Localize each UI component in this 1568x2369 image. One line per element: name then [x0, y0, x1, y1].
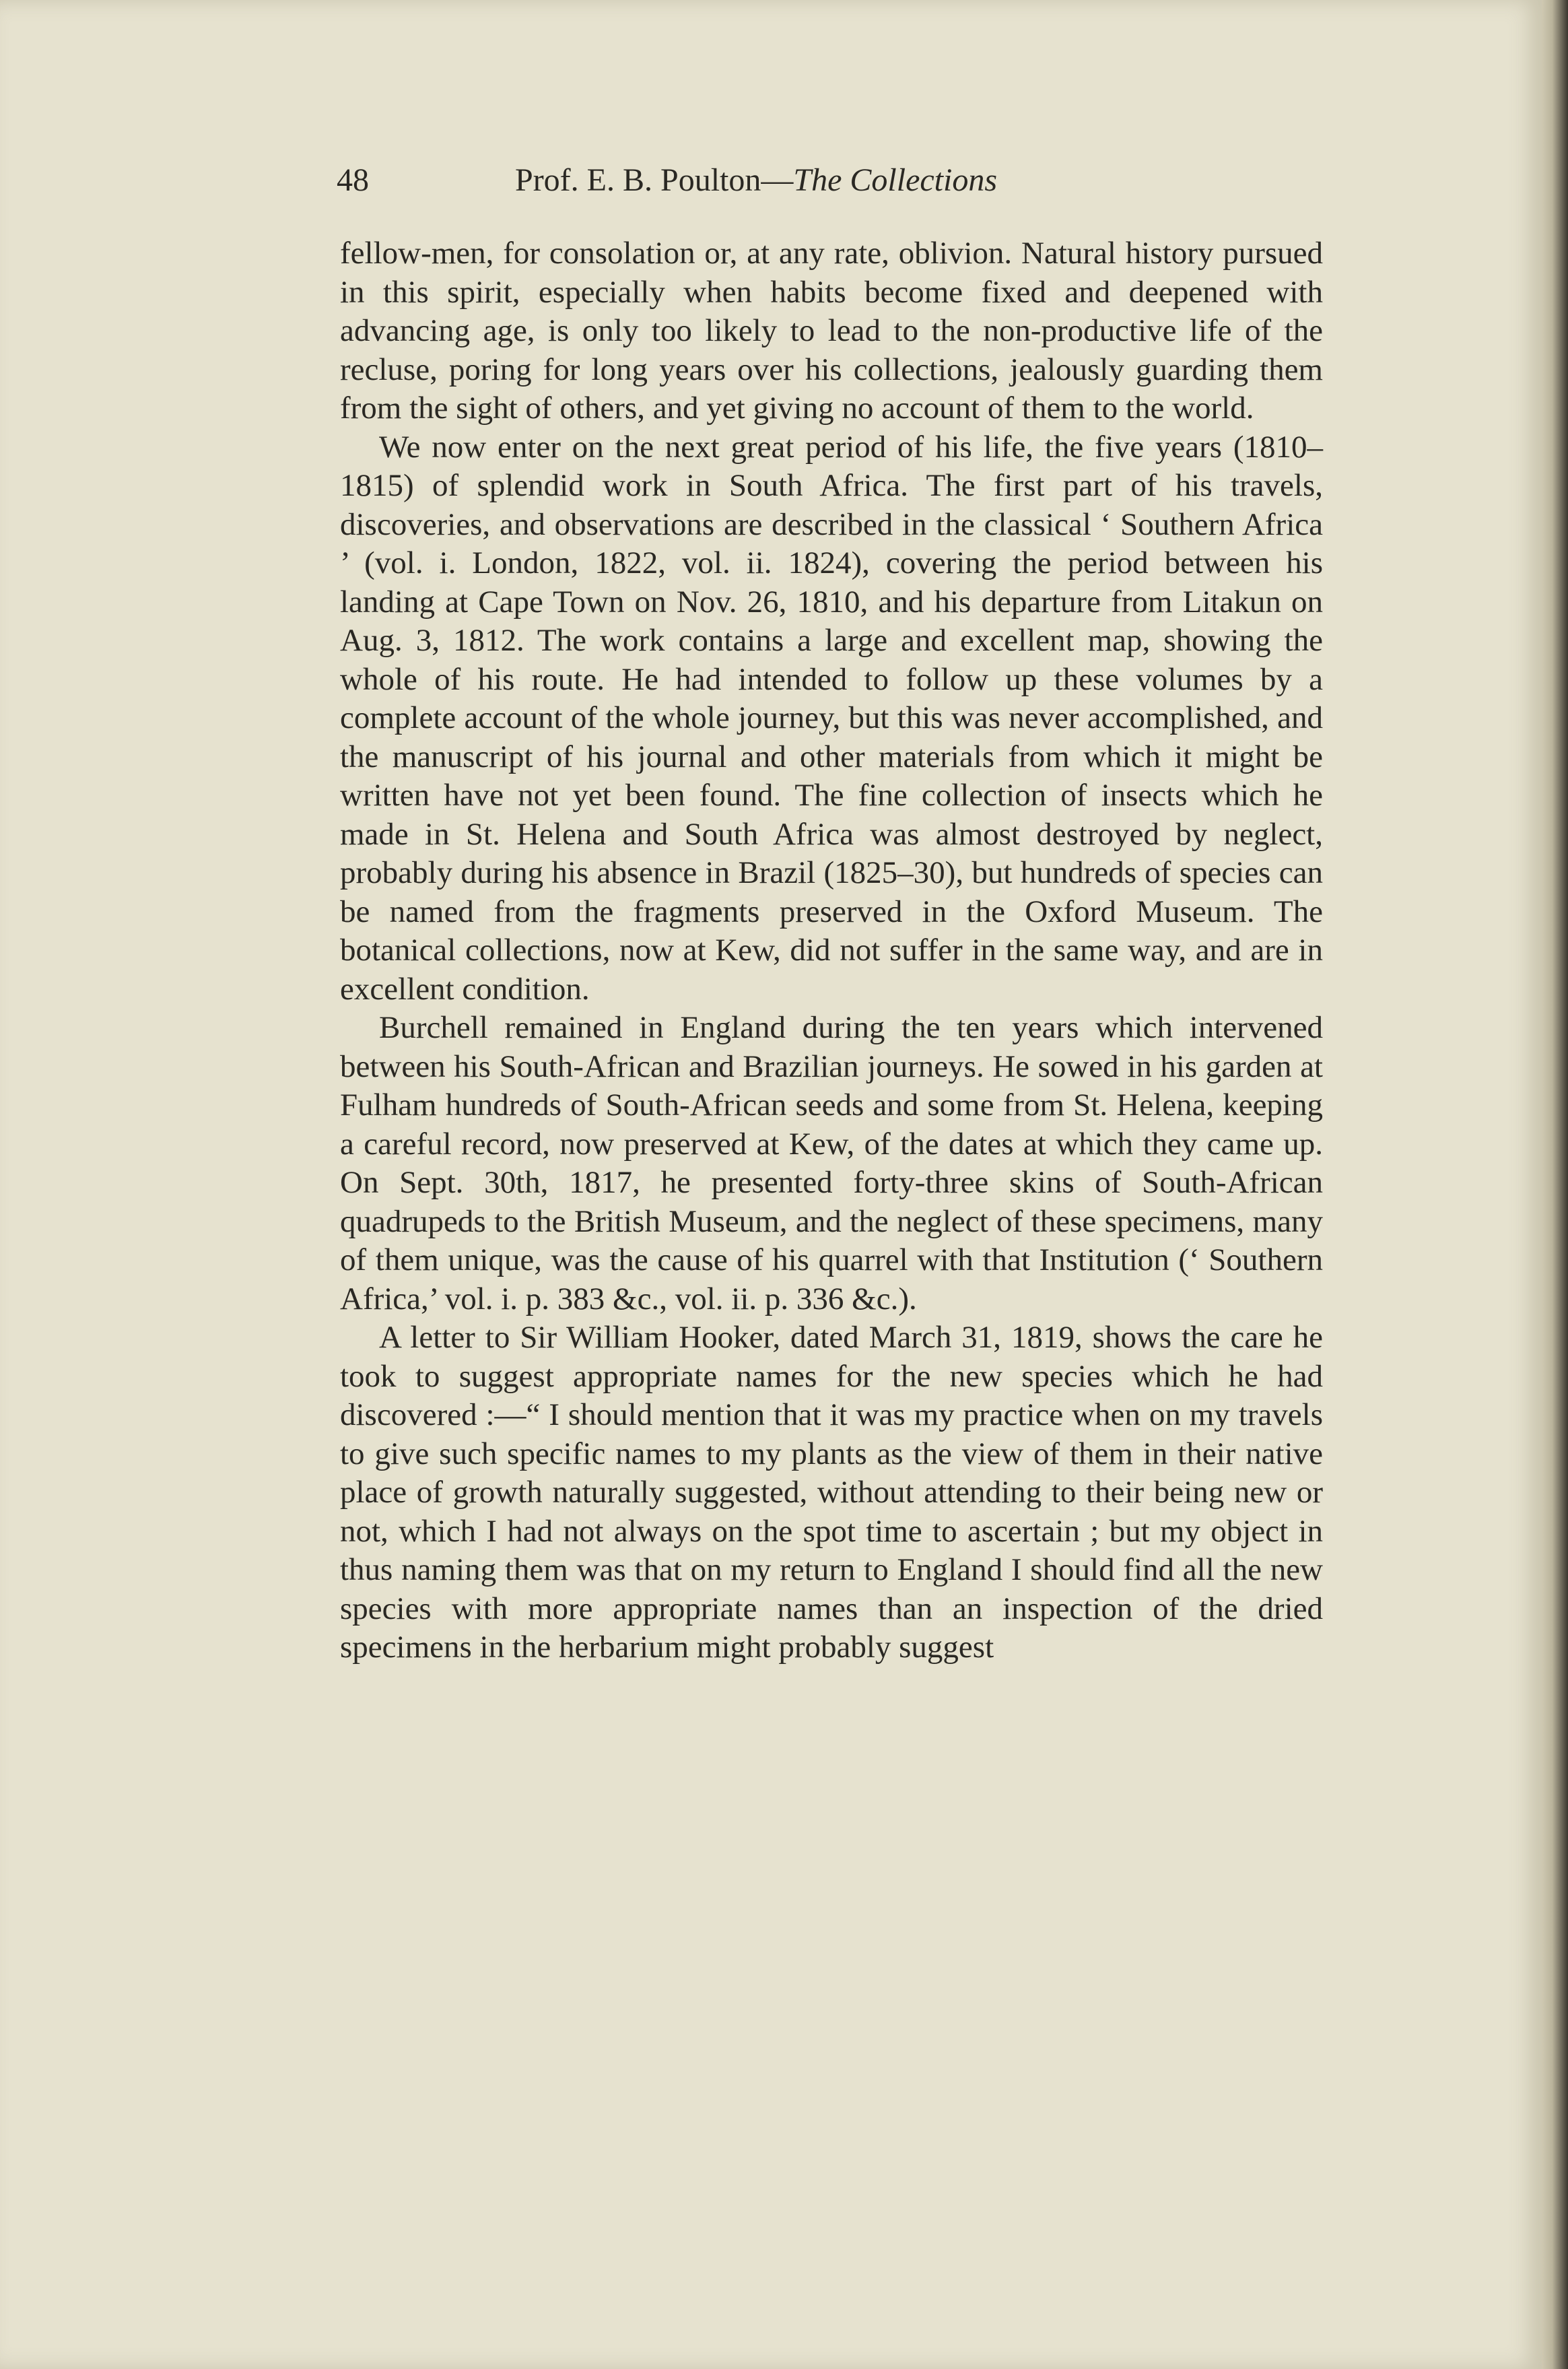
running-title-italic: The Collections [793, 162, 998, 198]
body-text [340, 234, 1323, 1667]
page-header [337, 162, 1347, 215]
paragraph: A letter to Sir William Hooker, dated March 31, 1819, shows the care he took to suggest appropriate names for the new species which he had discovered :—“ I should mention that it was my practice when on my travels to give such specific names to my plants as the view of them in their native place of growth naturally suggested, without attending to their being new or not, which I had not always on the spot time to ascertain ; but my object in thus naming them was that on my return to England I should find all the new species with more appropriate names than an inspection of the dried specimens in the herbarium might probably suggest [340, 1320, 1323, 1665]
paragraph: Burchell remained in England during the ten years which intervened between his South-African and Brazilian journeys. He sowed in his garden at Fulham hundreds of South-African seeds and some from St. Helena, keeping a careful record, now preserved at Kew, of the dates at which they came up. On Sept. 30th, 1817, he presented forty-three skins of South-African quadrupeds to the British Museum, and the neglect of these specimens, many of them unique, was the cause of his quarrel with that Institution (‘ Southern Africa,’ vol. i. p. 383 &c., vol. ii. p. 336 &c.). [340, 1010, 1323, 1316]
paragraph: We now enter on the next great period of his life, the five years (1810–1815) of splendid work in South Africa. The first part of his travels, discoveries, and observations are described in the classical ‘ Southern Africa ’ (vol. i. London, 1822, vol. ii. 1824), covering the period between his landing at Cape Town on Nov. 26, 1810, and his departure from Litakun on Aug. 3, 1812. The work contains a large and excellent map, showing the whole of his route. He had intended to follow up these volumes by a complete account of the whole journey, but this was never accomplished, and the manuscript of his journal and other materials from which it might be written have not yet been found. The fine collection of insects which he made in St. Helena and South Africa was almost destroyed by neglect, probably during his absence in Brazil (1825–30), but hundreds of species can be named from the fragments preserved in the Oxford Museum. The botanical collections, now at Kew, did not suffer in the same way, and are in excellent condition. [340, 429, 1323, 1007]
running-title [515, 162, 997, 199]
running-title-author: Prof. E. B. Poulton— [515, 162, 794, 198]
paragraph: fellow-men, for consolation or, at any rate, oblivion. Natural history pursued in this spirit, especially when habits become fixed and deepened with advancing age, is only too likely to lead to the non-productive life of the recluse, poring for long years over his collections, jealously guarding them from the sight of others, and yet giving no account of them to the world. [340, 236, 1323, 426]
page-number: 48 [337, 162, 369, 198]
page-edge [1542, 0, 1568, 2369]
